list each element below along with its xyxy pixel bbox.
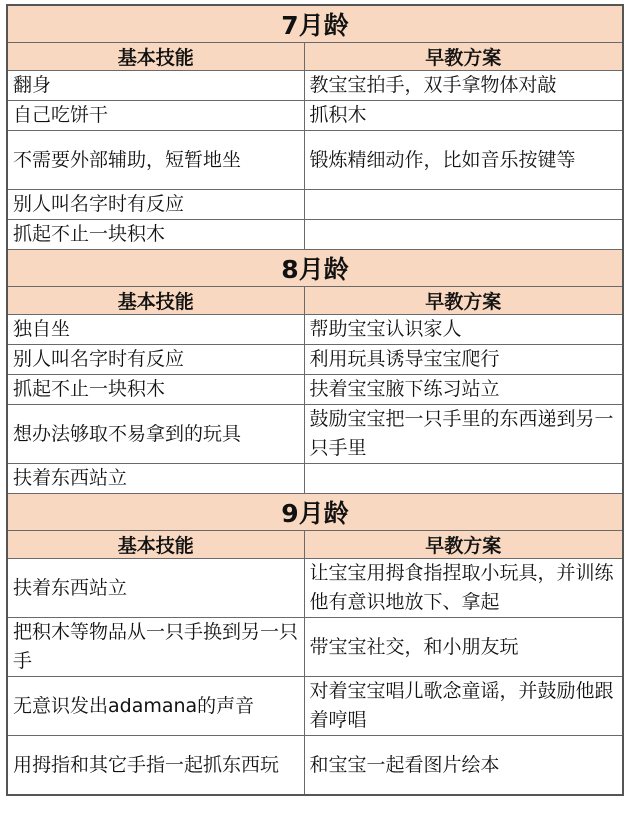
column-header-row [7, 531, 623, 559]
section-title: 9月龄 [7, 494, 623, 531]
table-row [7, 190, 623, 220]
plan-cell: 对着宝宝唱儿歌念童谣，并鼓励他跟着哼唱 [304, 677, 623, 736]
table-row [7, 405, 623, 464]
section-title: 8月龄 [7, 250, 623, 287]
section-header-9-months [7, 494, 623, 531]
table-row [7, 345, 623, 375]
skill-cell: 把积木等物品从一只手换到另一只手 [7, 618, 304, 677]
skill-cell: 翻身 [7, 71, 304, 101]
early-education-table [6, 4, 624, 796]
table-row [7, 315, 623, 345]
plan-cell [304, 220, 623, 250]
table-row [7, 618, 623, 677]
plan-cell [304, 190, 623, 220]
skill-cell: 扶着东西站立 [7, 464, 304, 494]
column-header-plan: 早教方案 [304, 531, 623, 559]
skill-cell: 扶着东西站立 [7, 559, 304, 618]
section-header-7-months [7, 5, 623, 43]
table-row [7, 677, 623, 736]
plan-cell: 利用玩具诱导宝宝爬行 [304, 345, 623, 375]
table-row [7, 559, 623, 618]
skill-cell: 不需要外部辅助，短暂地坐 [7, 131, 304, 190]
table-row [7, 220, 623, 250]
plan-cell: 和宝宝一起看图片绘本 [304, 736, 623, 796]
plan-cell: 教宝宝拍手，双手拿物体对敲 [304, 71, 623, 101]
plan-cell: 扶着宝宝腋下练习站立 [304, 375, 623, 405]
skill-cell: 自己吃饼干 [7, 101, 304, 131]
skill-cell: 用拇指和其它手指一起抓东西玩 [7, 736, 304, 796]
table-row [7, 464, 623, 494]
plan-cell: 让宝宝用拇食指捏取小玩具，并训练他有意识地放下、拿起 [304, 559, 623, 618]
plan-cell: 抓积木 [304, 101, 623, 131]
skill-cell: 抓起不止一块积木 [7, 375, 304, 405]
column-header-plan: 早教方案 [304, 43, 623, 71]
column-header-skill: 基本技能 [7, 43, 304, 71]
table-row [7, 736, 623, 796]
skill-cell: 抓起不止一块积木 [7, 220, 304, 250]
skill-cell: 别人叫名字时有反应 [7, 190, 304, 220]
plan-cell: 帮助宝宝认识家人 [304, 315, 623, 345]
plan-cell: 锻炼精细动作，比如音乐按键等 [304, 131, 623, 190]
plan-cell: 带宝宝社交，和小朋友玩 [304, 618, 623, 677]
skill-cell: 无意识发出adamana的声音 [7, 677, 304, 736]
skill-cell: 想办法够取不易拿到的玩具 [7, 405, 304, 464]
column-header-plan: 早教方案 [304, 287, 623, 315]
table-row [7, 375, 623, 405]
section-header-8-months [7, 250, 623, 287]
plan-cell [304, 464, 623, 494]
column-header-row [7, 287, 623, 315]
skill-cell: 别人叫名字时有反应 [7, 345, 304, 375]
column-header-skill: 基本技能 [7, 287, 304, 315]
column-header-skill: 基本技能 [7, 531, 304, 559]
table-row [7, 101, 623, 131]
table-row [7, 71, 623, 101]
section-title: 7月龄 [7, 5, 623, 43]
plan-cell: 鼓励宝宝把一只手里的东西递到另一只手里 [304, 405, 623, 464]
column-header-row [7, 43, 623, 71]
table-row [7, 131, 623, 190]
skill-cell: 独自坐 [7, 315, 304, 345]
